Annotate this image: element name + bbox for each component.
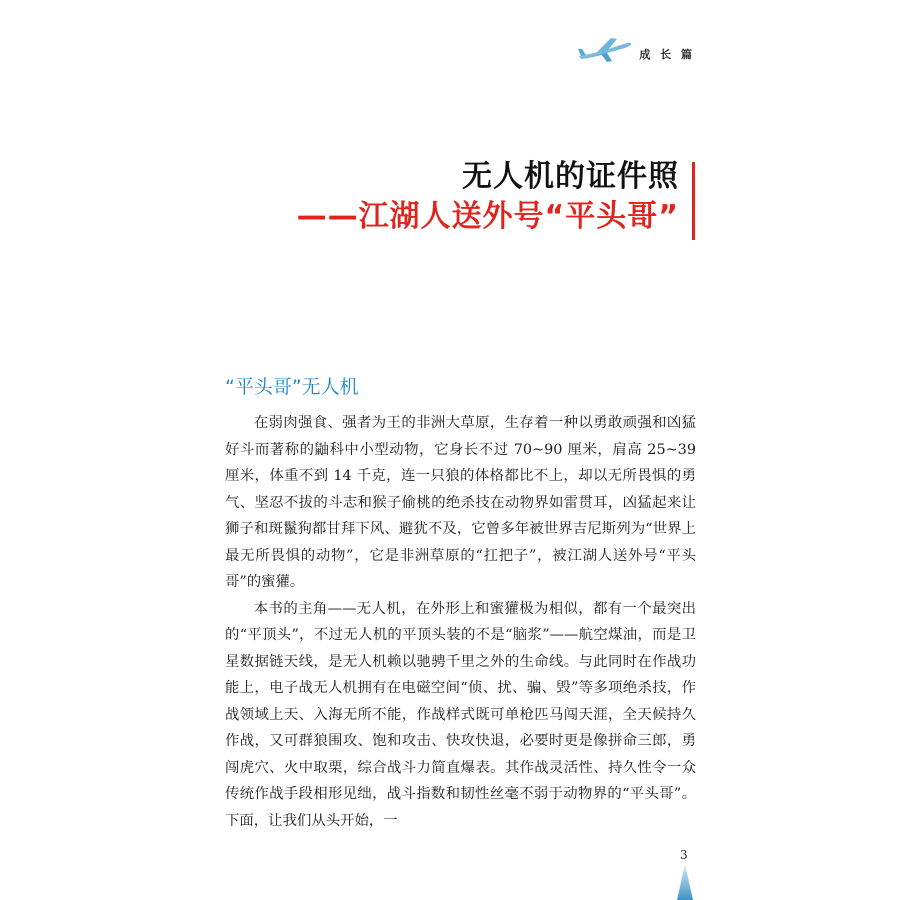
- chapter-title-sub: ——江湖人送外号“平头哥”: [296, 199, 679, 234]
- section-label: 成 长 篇: [639, 48, 695, 61]
- page-marker-icon: [677, 864, 693, 900]
- chapter-title: [297, 158, 695, 238]
- paragraph: 本书的主角——无人机，在外形上和蜜獾极为相似，都有一个最突出的“平顶头”，不过无人机的平顶头装的不是“脑浆”——航空煤油，而是卫星数据链天线，是无人机赖以驰骋千里之外的生命线。与此同时在作战功能上，电子战无人机拥有在电磁空间“侦、扰、骗、毁”等多项绝杀技，作战领域上天、入海无所不能，作战样式既可单枪匹马闯天涯，全天候持久作战，又可群狼围攻、饱和攻击、快攻快退，必要时更是像拼命三郎，勇闯虎穴、火中取栗，综合战斗力简直爆表。其作战灵活性、持久性令一众传统作战手段相形见绌，战斗指数和韧性丝毫不弱于动物界的“平头哥”。下面，让我们从头开始，一: [225, 600, 696, 829]
- title-accent-bar: [692, 162, 695, 240]
- running-header: [577, 34, 695, 64]
- section-heading: “平头哥”无人机: [225, 376, 359, 398]
- page-number: 3: [680, 848, 688, 862]
- chapter-title-main: 无人机的证件照: [462, 159, 679, 194]
- body-text: [225, 410, 696, 834]
- drone-icon: [577, 34, 633, 64]
- paragraph: 在弱肉强食、强者为王的非洲大草原，生存着一种以勇敢顽强和凶猛好斗而著称的鼬科中小型动物，它身长不过 70~90 厘米，肩高 25~39 厘米，体重不到 14 千克，连一只狼的体格都比不上，却以无所畏惧的勇气、坚忍不拔的斗志和猴子偷桃的绝杀技在动物界如雷贯耳，凶猛起来让狮子和斑鬣狗都甘拜下风、避犹不及，它曾多年被世界吉尼斯列为“世界上最无所畏惧的动物”，它是非洲草原的“扛把子”，被江湖人送外号“平头哥”的蜜獾。: [225, 415, 696, 590]
